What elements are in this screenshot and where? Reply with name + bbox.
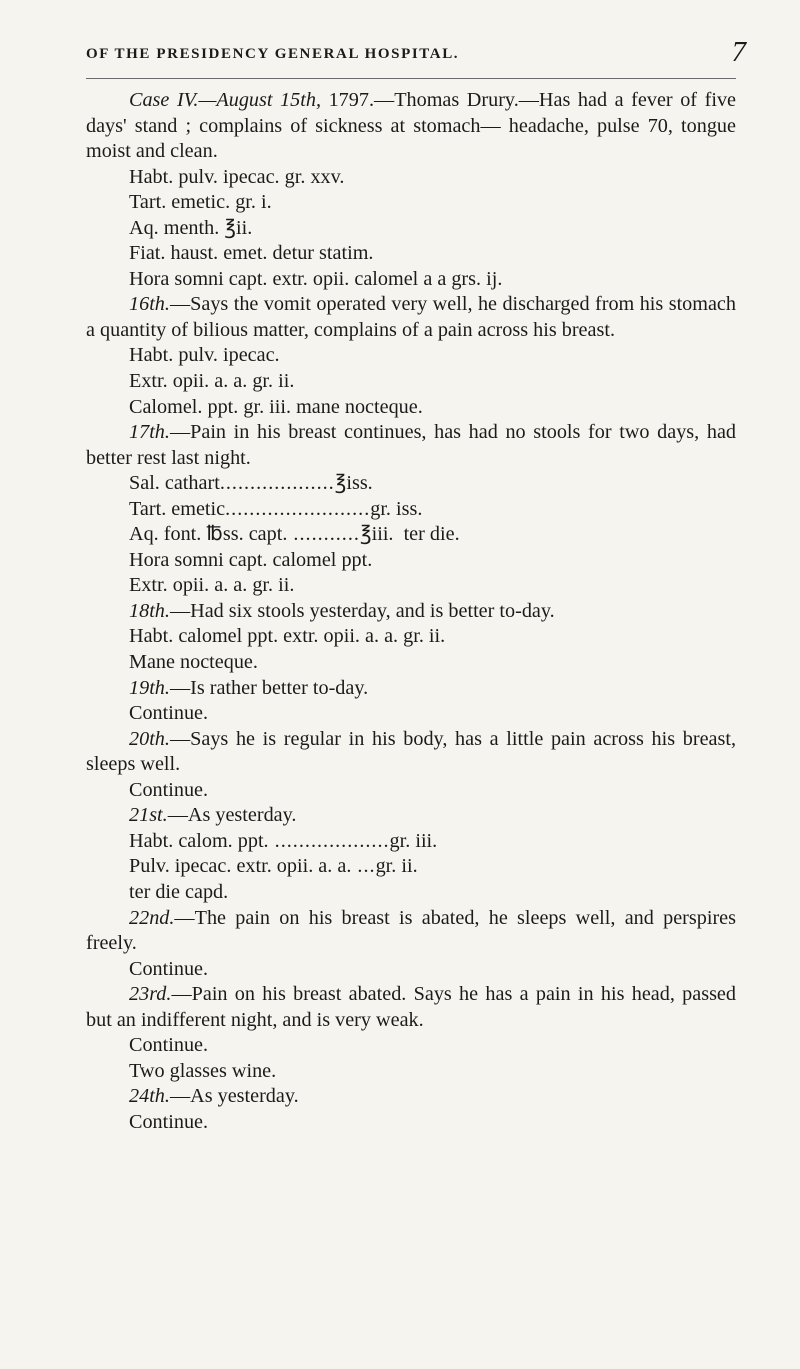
entry-date: Case IV.—August 15th, [129,89,321,111]
entry-text: —Is rather better to-day. [169,676,369,699]
entry-aug-15 [86,88,736,165]
rx-leader-dots: ........... [287,523,360,546]
page-header [86,36,746,79]
rx-item: Aq. font. ℔ss. capt. [129,523,288,546]
prescription-line: ter die capd. [129,880,229,903]
rx-leader-dots: ... [351,855,376,878]
entry-20th [86,727,736,778]
prescription-row [86,471,736,497]
rx-dose: gr. ii. [375,855,418,878]
entry-date: 18th. [129,599,170,622]
rx-item: Tart. emetic [129,497,226,520]
prescription-line: Hora somni capt. calomel ppt. [129,548,373,571]
entry-18th [86,599,736,625]
prescription-line: Habt. pulv. ipecac. gr. xxv. [129,165,345,188]
entry-date: 24th. [129,1085,170,1108]
rx-dose: ℥iii. [359,523,394,546]
entry-text: —Pain in his breast continues, has had no stools for two days, had better rest last night. [86,421,736,469]
entry-date: 19th. [129,676,170,699]
case-report [86,88,736,1135]
prescription-row [86,522,736,548]
entry-date: 20th. [129,727,170,750]
entry-19th [86,676,736,702]
entry-date: 23rd. [129,983,172,1006]
prescription-line: Continue. [129,778,209,801]
entry-text: —The pain on his breast is abated, he sleeps well, and perspires freely. [86,906,736,955]
running-head: OF THE PRESIDENCY GENERAL HOSPITAL. [86,46,460,62]
entry-23rd [86,982,736,1033]
entry-text: —Had six stools yesterday, and is better to-day. [169,599,555,622]
prescription-line: Continue. [129,702,209,725]
prescription-row [86,854,736,880]
entry-date: 17th. [129,421,170,444]
entry-text-continued: a fever of five days' stand ; complains of sickness at stomach— headache, pulse 70, tongue moist and clean. [86,89,736,163]
entry-date: 16th. [129,293,170,316]
entry-date: 21st. [129,804,168,827]
prescription-line: Continue. [129,957,209,980]
rx-dose: gr. iss. [370,497,423,520]
prescription-line: Calomel. ppt. gr. iii. mane nocteque. [129,395,423,418]
prescription-line: Extr. opii. a. a. gr. ii. [129,574,295,597]
entry-24th [86,1084,736,1110]
rx-item: Sal. cathart [129,472,220,495]
entry-text: —Pain on his breast abated. Says he has a pain in his head, passed but an indifferent night, and is very weak. [86,983,736,1031]
rx-item: Pulv. ipecac. extr. opii. a. a. [129,855,352,878]
prescription-line: Continue. [129,1110,209,1133]
rx-leader-dots: ........................ [225,497,371,520]
prescription-row [86,829,736,855]
prescription-line: Aq. menth. ℥ii. [129,216,253,239]
entry-text: —As yesterday. [169,1085,299,1108]
prescription-line: Habt. pulv. ipecac. [129,344,280,367]
prescription-line: Mane nocteque. [129,651,258,674]
prescription-line: Extr. opii. a. a. gr. ii. [129,370,295,393]
prescription-line: Hora somni capt. extr. opii. calomel a a grs. ij. [129,267,503,290]
entry-17th [86,420,736,471]
prescription-line: Fiat. haust. emet. detur statim. [129,242,374,265]
entry-16th [86,292,736,343]
entry-22nd [86,906,736,957]
prescription-line: Two glasses wine. [129,1059,277,1082]
prescription-row [86,497,736,523]
rx-leader-dots: ................... [219,472,335,495]
entry-text: —Says the vomit operated very well, he discharged from his stomach a quantity of bilious matter, complains of a pain across his breast. [86,293,736,341]
page-number: 7 [731,36,746,68]
rx-item: Habt. calom. ppt. [129,829,269,852]
entry-text: 1797.—Thomas Drury.—Has had [321,89,608,111]
entry-21st [86,803,736,829]
prescription-line: Habt. calomel ppt. extr. opii. a. a. gr. ii. [129,625,446,648]
rx-dose: ℥iss. [334,472,373,495]
prescription-line: Continue. [129,1034,209,1057]
entry-text: —Says he is regular in his body, has a little pain across his breast, sleeps well. [86,727,736,776]
entry-date: 22nd. [129,906,175,929]
rx-frequency: ter die. [403,523,460,546]
entry-text: —As yesterday. [167,804,297,827]
rx-dose: gr. iii. [389,829,438,852]
rx-leader-dots: ................... [268,829,390,852]
prescription-line: Tart. emetic. gr. i. [129,191,272,214]
